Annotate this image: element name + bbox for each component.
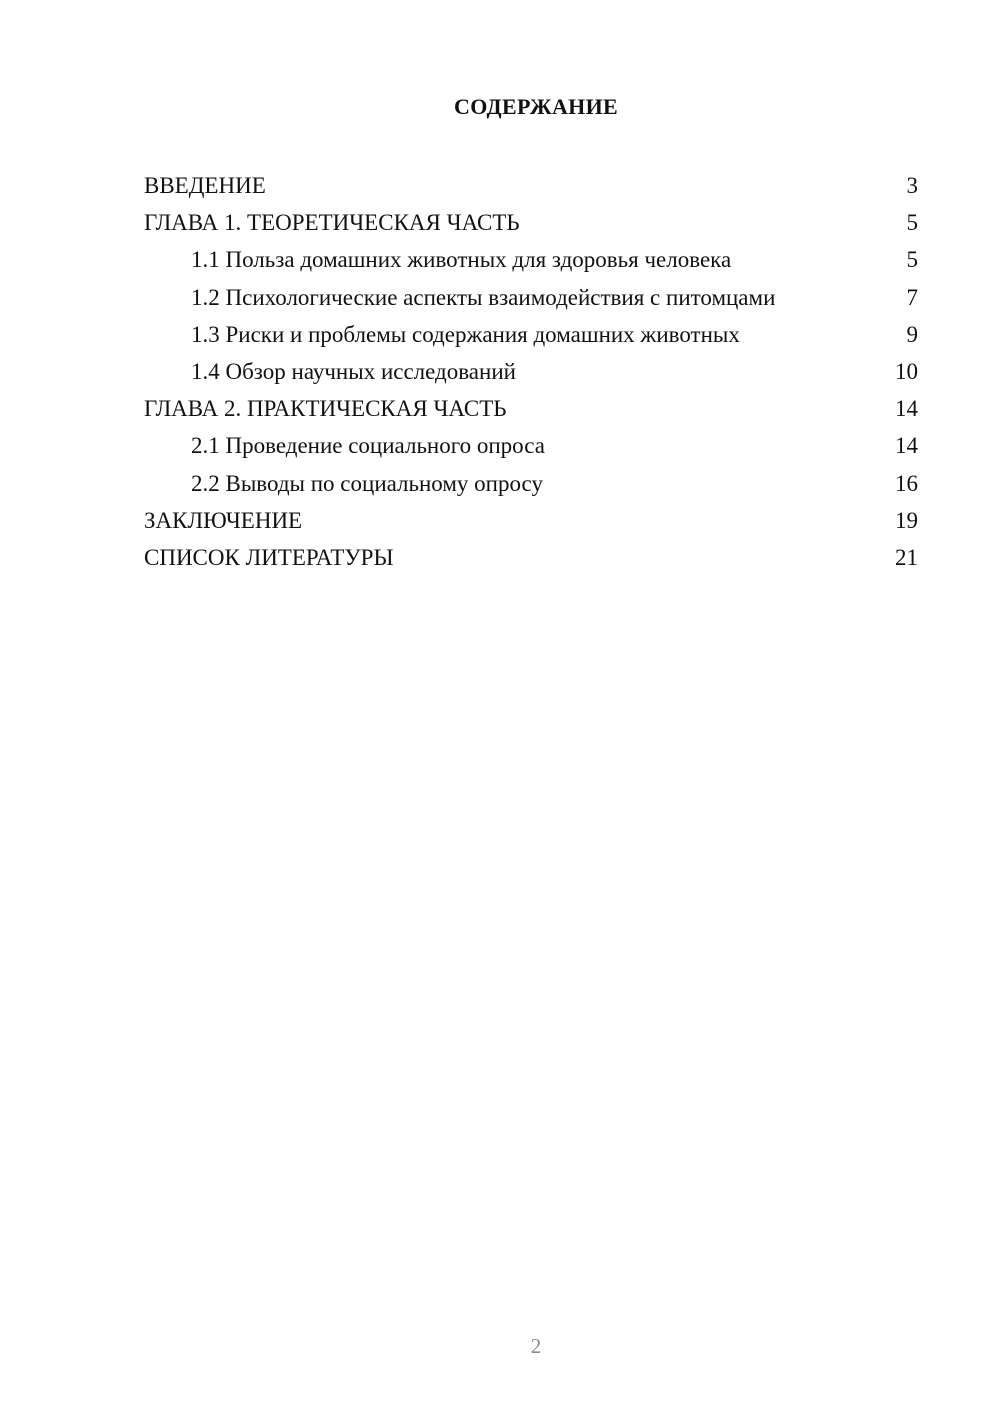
toc-entry-page: 9 (906, 321, 918, 347)
page-number: 2 (530, 1334, 542, 1358)
toc-entry-page: 14 (895, 396, 918, 422)
table-of-contents (144, 167, 918, 576)
toc-entry-section-1-1[interactable] (144, 241, 918, 278)
toc-entry-page: 14 (895, 433, 918, 459)
toc-entry-label: 1.1 Польза домашних животных для здоровья человека (191, 247, 732, 273)
toc-entry-label: 2.1 Проведение социального опроса (191, 433, 545, 459)
toc-entry-label: ГЛАВА 1. ТЕОРЕТИЧЕСКАЯ ЧАСТЬ (144, 210, 520, 236)
toc-entry-section-1-2[interactable] (144, 279, 918, 316)
toc-entry-page: 19 (895, 507, 918, 533)
toc-entry-page: 10 (895, 358, 918, 384)
toc-entry-page: 5 (906, 210, 918, 236)
toc-entry-page: 5 (906, 247, 918, 273)
toc-entry-section-2-1[interactable] (144, 427, 918, 464)
toc-title: СОДЕРЖАНИЕ (454, 94, 618, 119)
toc-entry-label: СПИСОК ЛИТЕРАТУРЫ (144, 544, 394, 570)
toc-entry-chapter-1[interactable] (144, 204, 918, 241)
toc-entry-introduction[interactable] (144, 167, 918, 204)
toc-entry-label: 1.4 Обзор научных исследований (191, 358, 516, 384)
toc-entry-chapter-2[interactable] (144, 390, 918, 427)
toc-entry-references[interactable] (144, 539, 918, 576)
toc-entry-label: 2.2 Выводы по социальному опросу (191, 470, 543, 496)
toc-entry-label: ГЛАВА 2. ПРАКТИЧЕСКАЯ ЧАСТЬ (144, 396, 507, 422)
toc-entry-label: ЗАКЛЮЧЕНИЕ (144, 507, 303, 533)
toc-entry-label: ВВЕДЕНИЕ (144, 173, 266, 198)
toc-entry-page: 7 (906, 284, 918, 310)
toc-entry-page: 3 (906, 173, 918, 198)
toc-entry-conclusion[interactable] (144, 502, 918, 539)
toc-entry-page: 21 (895, 544, 918, 570)
toc-entry-label: 1.2 Психологические аспекты взаимодействия с питомцами (191, 284, 776, 310)
toc-entry-section-1-4[interactable] (144, 353, 918, 390)
toc-entry-label: 1.3 Риски и проблемы содержания домашних животных (191, 321, 740, 347)
toc-entry-section-2-2[interactable] (144, 465, 918, 502)
toc-entry-section-1-3[interactable] (144, 316, 918, 353)
toc-entry-page: 16 (895, 470, 918, 496)
